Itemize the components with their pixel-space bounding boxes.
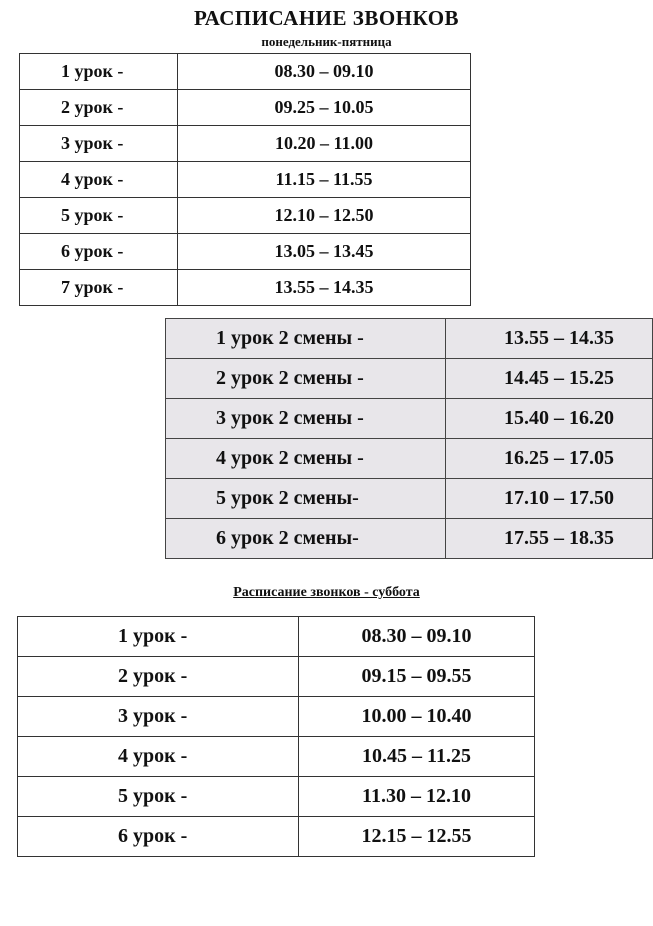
lesson-time: 15.40 – 16.20 [446, 399, 653, 439]
table-row [166, 439, 653, 479]
table-row [20, 198, 471, 234]
lesson-label: 6 урок 2 смены- [166, 519, 446, 559]
lesson-time: 13.55 – 14.35 [446, 319, 653, 359]
saturday-heading-text: Расписание звонков - суббота [233, 585, 420, 600]
table-row [166, 479, 653, 519]
lesson-label: 2 урок - [18, 657, 299, 697]
lesson-label: 2 урок - [20, 90, 178, 126]
lesson-time: 16.25 – 17.05 [446, 439, 653, 479]
lesson-label: 1 урок - [20, 54, 178, 90]
lesson-label: 5 урок 2 смены- [166, 479, 446, 519]
saturday-schedule-table [17, 616, 535, 857]
lesson-label: 5 урок - [18, 777, 299, 817]
lesson-label: 7 урок - [20, 270, 178, 306]
lesson-label: 3 урок 2 смены - [166, 399, 446, 439]
lesson-label: 1 урок - [18, 617, 299, 657]
lesson-label: 4 урок - [18, 737, 299, 777]
lesson-label: 6 урок - [18, 817, 299, 857]
page-title: РАСПИСАНИЕ ЗВОНКОВ [193, 6, 460, 30]
lesson-label: 6 урок - [20, 234, 178, 270]
table-row [18, 737, 535, 777]
lesson-time: 10.45 – 11.25 [299, 737, 535, 777]
lesson-time: 11.15 – 11.55 [178, 162, 471, 198]
saturday-heading [0, 585, 653, 601]
lesson-label: 4 урок 2 смены - [166, 439, 446, 479]
lesson-time: 13.55 – 14.35 [178, 270, 471, 306]
lesson-time: 11.30 – 12.10 [299, 777, 535, 817]
lesson-label: 1 урок 2 смены - [166, 319, 446, 359]
table-row [166, 519, 653, 559]
table-row [20, 126, 471, 162]
weekday-schedule-table [19, 53, 471, 306]
table-row [18, 617, 535, 657]
table-row [166, 319, 653, 359]
lesson-time: 09.25 – 10.05 [178, 90, 471, 126]
lesson-time: 14.45 – 15.25 [446, 359, 653, 399]
second-shift-schedule-table [165, 318, 653, 559]
lesson-time: 10.20 – 11.00 [178, 126, 471, 162]
table-row [18, 697, 535, 737]
lesson-time: 13.05 – 13.45 [178, 234, 471, 270]
lesson-label: 3 урок - [20, 126, 178, 162]
page-subtitle: понедельник-пятница [261, 34, 392, 49]
table-row [18, 657, 535, 697]
lesson-time: 17.55 – 18.35 [446, 519, 653, 559]
lesson-label: 2 урок 2 смены - [166, 359, 446, 399]
lesson-time: 08.30 – 09.10 [299, 617, 535, 657]
table-row [166, 399, 653, 439]
lesson-time: 12.15 – 12.55 [299, 817, 535, 857]
table-row [18, 777, 535, 817]
lesson-label: 4 урок - [20, 162, 178, 198]
lesson-label: 3 урок - [18, 697, 299, 737]
table-row [166, 359, 653, 399]
lesson-time: 12.10 – 12.50 [178, 198, 471, 234]
table-row [20, 90, 471, 126]
table-row [20, 234, 471, 270]
lesson-time: 10.00 – 10.40 [299, 697, 535, 737]
table-row [20, 54, 471, 90]
lesson-time: 17.10 – 17.50 [446, 479, 653, 519]
table-row [18, 817, 535, 857]
table-row [20, 270, 471, 306]
lesson-time: 08.30 – 09.10 [178, 54, 471, 90]
lesson-label: 5 урок - [20, 198, 178, 234]
lesson-time: 09.15 – 09.55 [299, 657, 535, 697]
table-row [20, 162, 471, 198]
